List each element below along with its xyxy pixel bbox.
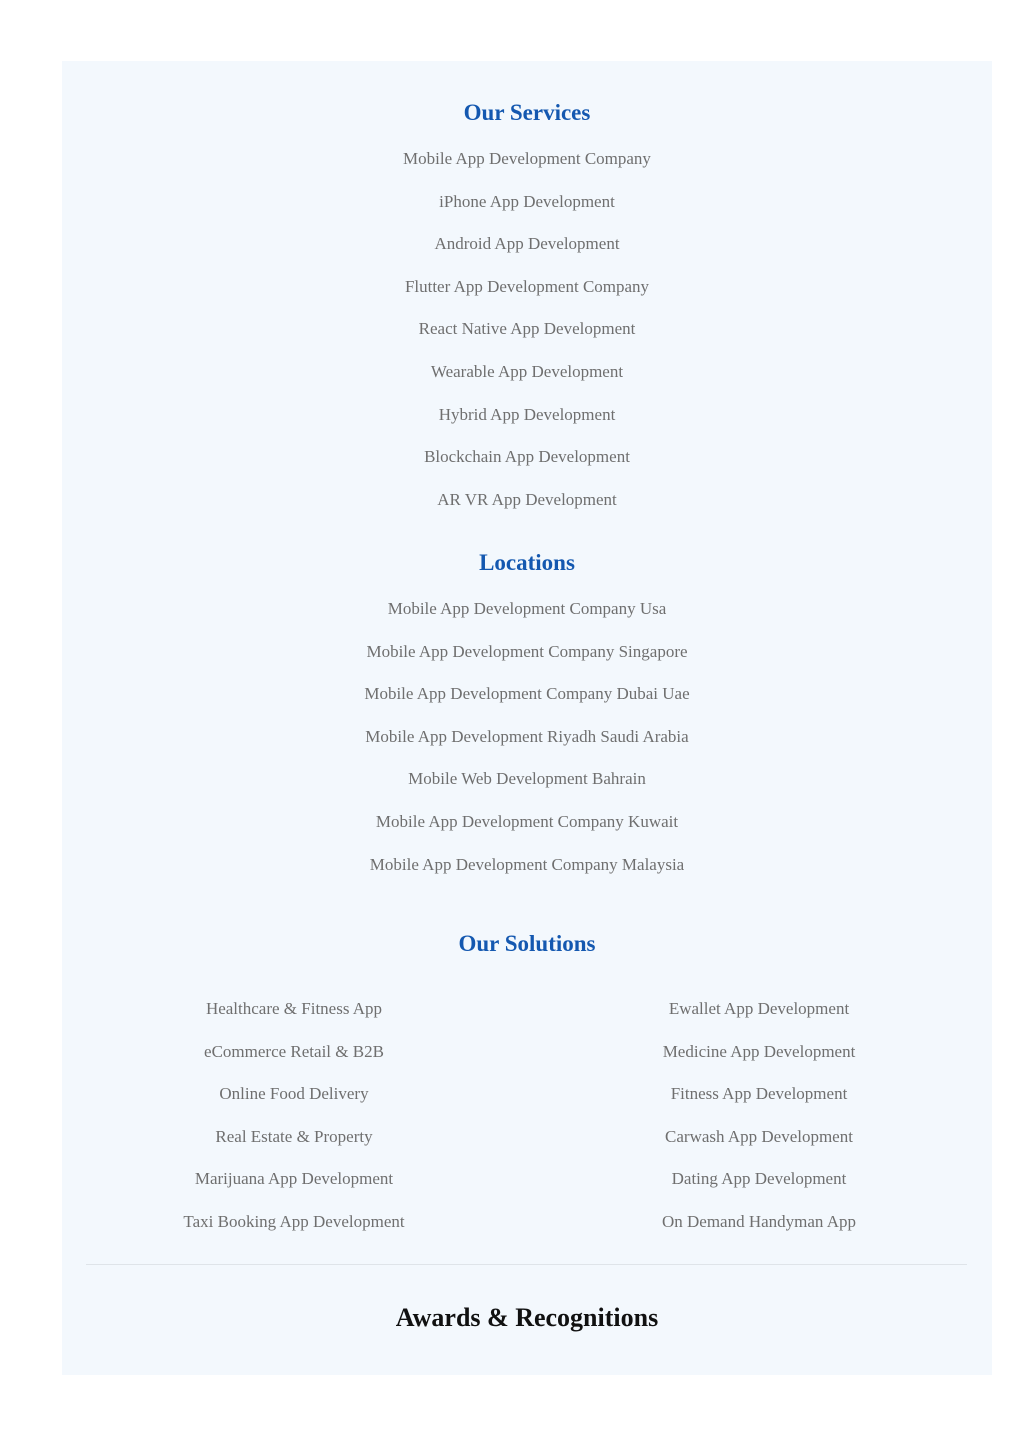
solutions-link[interactable]: Fitness App Development <box>670 1084 848 1104</box>
services-link[interactable]: iPhone App Development <box>439 191 615 211</box>
services-link[interactable]: React Native App Development <box>418 319 636 339</box>
services-heading: Our Services <box>463 100 591 125</box>
footer-panel <box>62 61 992 1375</box>
services-link[interactable]: Mobile App Development Company <box>403 149 651 168</box>
services-list <box>62 146 992 529</box>
section-divider <box>86 1264 967 1265</box>
locations-list <box>62 596 992 894</box>
services-link[interactable]: Android App Development <box>434 234 620 254</box>
services-link[interactable]: Wearable App Development <box>430 361 624 381</box>
solutions-link[interactable]: Carwash App Development <box>665 1126 853 1146</box>
solutions-link[interactable]: eCommerce Retail & B2B <box>204 1041 384 1061</box>
solutions-link[interactable]: Dating App Development <box>671 1169 847 1189</box>
solutions-link[interactable]: Medicine App Development <box>662 1041 856 1061</box>
solutions-left-list <box>94 996 494 1252</box>
locations-link[interactable]: Mobile App Development Company Usa <box>387 599 667 618</box>
locations-heading: Locations <box>479 550 575 575</box>
awards-heading: Awards & Recognitions <box>395 1303 659 1332</box>
locations-link[interactable]: Mobile App Development Company Kuwait <box>375 811 679 831</box>
locations-link[interactable]: Mobile App Development Company Dubai Uae <box>364 684 690 704</box>
solutions-link[interactable]: Real Estate & Property <box>215 1126 373 1146</box>
services-link[interactable]: Hybrid App Development <box>438 404 616 424</box>
solutions-heading: Our Solutions <box>458 931 596 956</box>
solutions-link[interactable]: Taxi Booking App Development <box>183 1211 405 1231</box>
services-link[interactable]: Blockchain App Development <box>424 447 630 467</box>
locations-link[interactable]: Mobile App Development Riyadh Saudi Arabia <box>365 726 689 746</box>
solutions-link[interactable]: Ewallet App Development <box>668 999 850 1018</box>
services-link[interactable]: Flutter App Development Company <box>404 276 650 296</box>
solutions-link[interactable]: Marijuana App Development <box>194 1169 394 1189</box>
solutions-link[interactable]: Online Food Delivery <box>219 1084 369 1104</box>
services-link[interactable]: AR VR App Development <box>437 489 617 509</box>
solutions-right-list <box>559 996 959 1252</box>
solutions-link[interactable]: On Demand Handyman App <box>661 1211 857 1231</box>
locations-link[interactable]: Mobile Web Development Bahrain <box>408 769 646 789</box>
locations-link[interactable]: Mobile App Development Company Singapore <box>366 641 688 661</box>
solutions-link[interactable]: Healthcare & Fitness App <box>205 999 383 1018</box>
locations-link[interactable]: Mobile App Development Company Malaysia <box>369 854 685 874</box>
